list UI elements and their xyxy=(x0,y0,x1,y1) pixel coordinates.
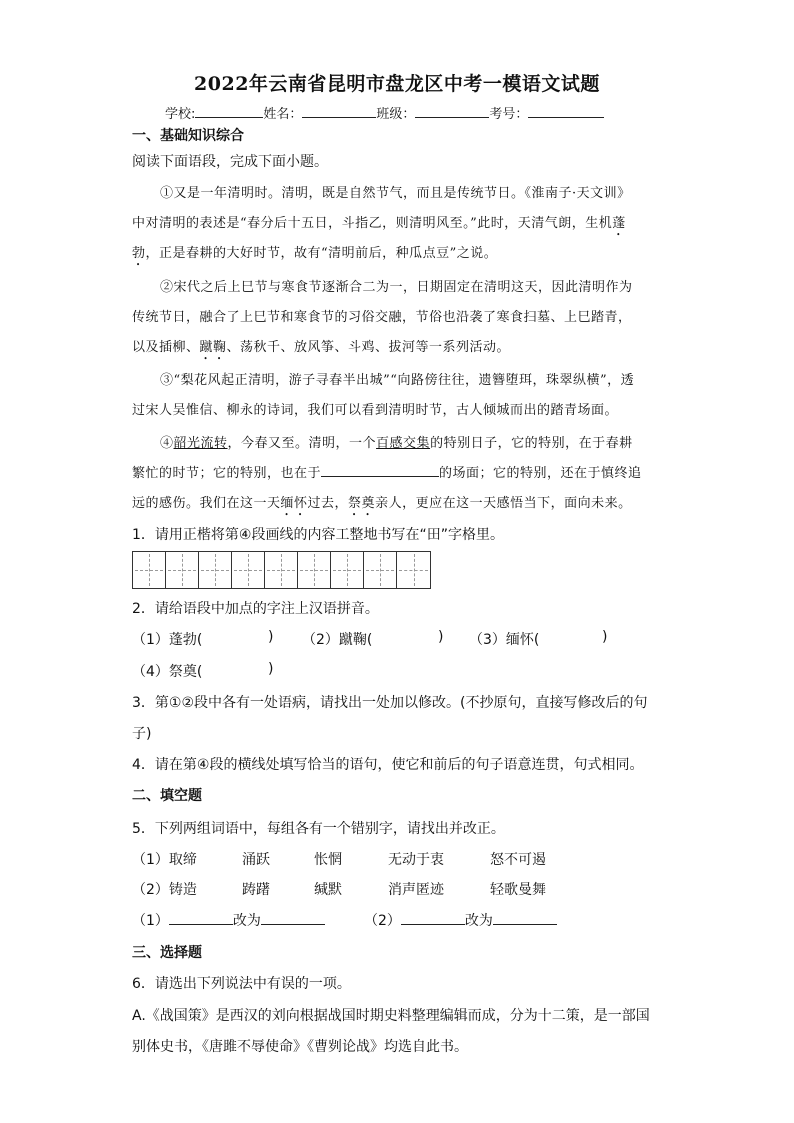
question-1: 1．请用正楷将第④段画线的内容工整地书写在“田”字格里。 xyxy=(132,527,504,543)
section3-heading: 三、选择题 xyxy=(132,945,202,961)
student-info xyxy=(165,103,604,122)
para4-line3: 远的感伤。我们在这一天缅怀过去，祭奠亲人，更应在这一天感悟当下，面向未来。 xyxy=(132,496,632,511)
para2-line2: 传统节日，融合了上巳节和寒食节的习俗交融，节俗也沿袭了寒食扫墓、上巳踏青， xyxy=(132,310,632,325)
close-paren: ) xyxy=(268,629,274,645)
close-paren: ) xyxy=(268,661,274,677)
pinyin-4: （4）祭奠( xyxy=(132,664,203,680)
para1-line1: ①又是一年清明时。清明，既是自然节气，而且是传统节日。《淮南子·天文训》 xyxy=(160,186,631,201)
question-5: 5．下列两组词语中，每组各有一个错别字，请找出并改正。 xyxy=(132,821,505,837)
grid-cell[interactable] xyxy=(298,552,331,588)
answer-2-correct[interactable] xyxy=(493,911,557,925)
word-row2-1: （2）铸造 xyxy=(132,882,197,898)
answer-2: （2） 改为 xyxy=(364,910,557,930)
answer-1-wrong[interactable] xyxy=(169,911,233,925)
answer-1-correct[interactable] xyxy=(261,911,325,925)
para2-line1: ②宋代之后上巳节与寒食节逐渐合二为一，日期固定在清明这天，因此清明作为 xyxy=(160,280,633,295)
word-row2-3: 缄默 xyxy=(314,882,342,898)
grid-cell[interactable] xyxy=(133,552,166,588)
grid-cell[interactable] xyxy=(199,552,232,588)
para3-line2: 过宋人吴惟信、柳永的诗词，我们可以看到清明时节，古人倾城而出的踏青场面。 xyxy=(132,403,619,418)
question-3-line2: 子) xyxy=(132,726,152,742)
page-title: 2022年云南省昆明市盘龙区中考一模语文试题 xyxy=(194,73,600,95)
school-label: 学校: xyxy=(165,107,196,122)
word-row1-1: （1）取缔 xyxy=(132,852,197,868)
name-label: 姓名： xyxy=(263,107,303,122)
grid-cell[interactable] xyxy=(331,552,364,588)
fill-blank[interactable] xyxy=(321,463,439,477)
word-row1-5: 怒不可遏 xyxy=(490,852,546,868)
para1-line2: 中对清明的表述是“春分后十五日，斗指乙，则清明风至。”此时，天清气朗，生机蓬 xyxy=(132,216,626,231)
name-field[interactable] xyxy=(302,104,376,118)
para2-line3: 以及插柳、蹴鞠、荡秋千、放风筝、斗鸡、拔河等一系列活动。 xyxy=(132,340,511,355)
para3-line1: ③“梨花风起正清明，游子寻春半出城”“向路傍往往，遗簪堕珥，珠翠纵横”，透 xyxy=(160,373,635,388)
class-field[interactable] xyxy=(415,104,489,118)
word-row1-4: 无动于衷 xyxy=(388,852,444,868)
pinyin-2: （2）蹴鞠( xyxy=(302,632,373,648)
grid-cell[interactable] xyxy=(265,552,298,588)
para1-line3: 勃，正是春耕的大好时节，故有“清明前后，种瓜点豆”之说。 xyxy=(132,246,498,261)
section2-heading: 二、填空题 xyxy=(132,788,202,804)
option-a-line2: 别体史书，《唐雎不辱使命》《曹刿论战》均选自此书。 xyxy=(132,1039,468,1055)
grid-cell[interactable] xyxy=(232,552,265,588)
question-4: 4．请在第④段的横线处填写恰当的语句，使它和前后的句子语意连贯，句式相同。 xyxy=(132,757,644,773)
word-row1-3: 怅惘 xyxy=(314,852,342,868)
tianzige-grid[interactable] xyxy=(132,551,431,589)
class-label: 班级： xyxy=(376,107,416,122)
pinyin-3: （3）缅怀( xyxy=(469,632,540,648)
close-paren: ) xyxy=(438,629,444,645)
pinyin-1: （1）蓬勃( xyxy=(132,632,203,648)
grid-cell[interactable] xyxy=(364,552,397,588)
grid-cell[interactable] xyxy=(166,552,199,588)
section1-heading: 一、基础知识综合 xyxy=(132,128,244,144)
question-2: 2．请给语段中加点的字注上汉语拼音。 xyxy=(132,601,379,617)
question-3-line1: 3．第①②段中各有一处语病，请找出一处加以修改。(不抄原句，直接写修改后的句 xyxy=(132,695,648,711)
option-a-line1: A.《战国策》是西汉的刘向根据战国时期史料整理编辑而成，分为十二策，是一部国 xyxy=(132,1008,650,1024)
number-label: 考号： xyxy=(489,107,529,122)
underlined-phrase: 韶光流转 xyxy=(173,436,228,451)
number-field[interactable] xyxy=(528,104,604,118)
para4-line2: 繁忙的时节；它的特别，也在于 的场面；它的特别，还在于慎终追 xyxy=(132,462,642,481)
para4-line1: ④韶光流转，今春又至。清明，一个百感交集的特别日子，它的特别，在于春耕 xyxy=(160,436,633,451)
answer-2-wrong[interactable] xyxy=(401,911,465,925)
answer-1: （1） 改为 xyxy=(132,910,325,930)
word-row2-5: 轻歌曼舞 xyxy=(490,882,546,898)
grid-cell[interactable] xyxy=(397,552,430,588)
section1-intro: 阅读下面语段，完成下面小题。 xyxy=(132,154,328,170)
word-row2-4: 消声匿迹 xyxy=(388,882,444,898)
word-row1-2: 涌跃 xyxy=(242,852,270,868)
close-paren: ) xyxy=(602,629,608,645)
word-row2-2: 踌躇 xyxy=(242,882,270,898)
question-6: 6．请选出下列说法中有误的一项。 xyxy=(132,976,351,992)
school-field[interactable] xyxy=(195,104,263,118)
